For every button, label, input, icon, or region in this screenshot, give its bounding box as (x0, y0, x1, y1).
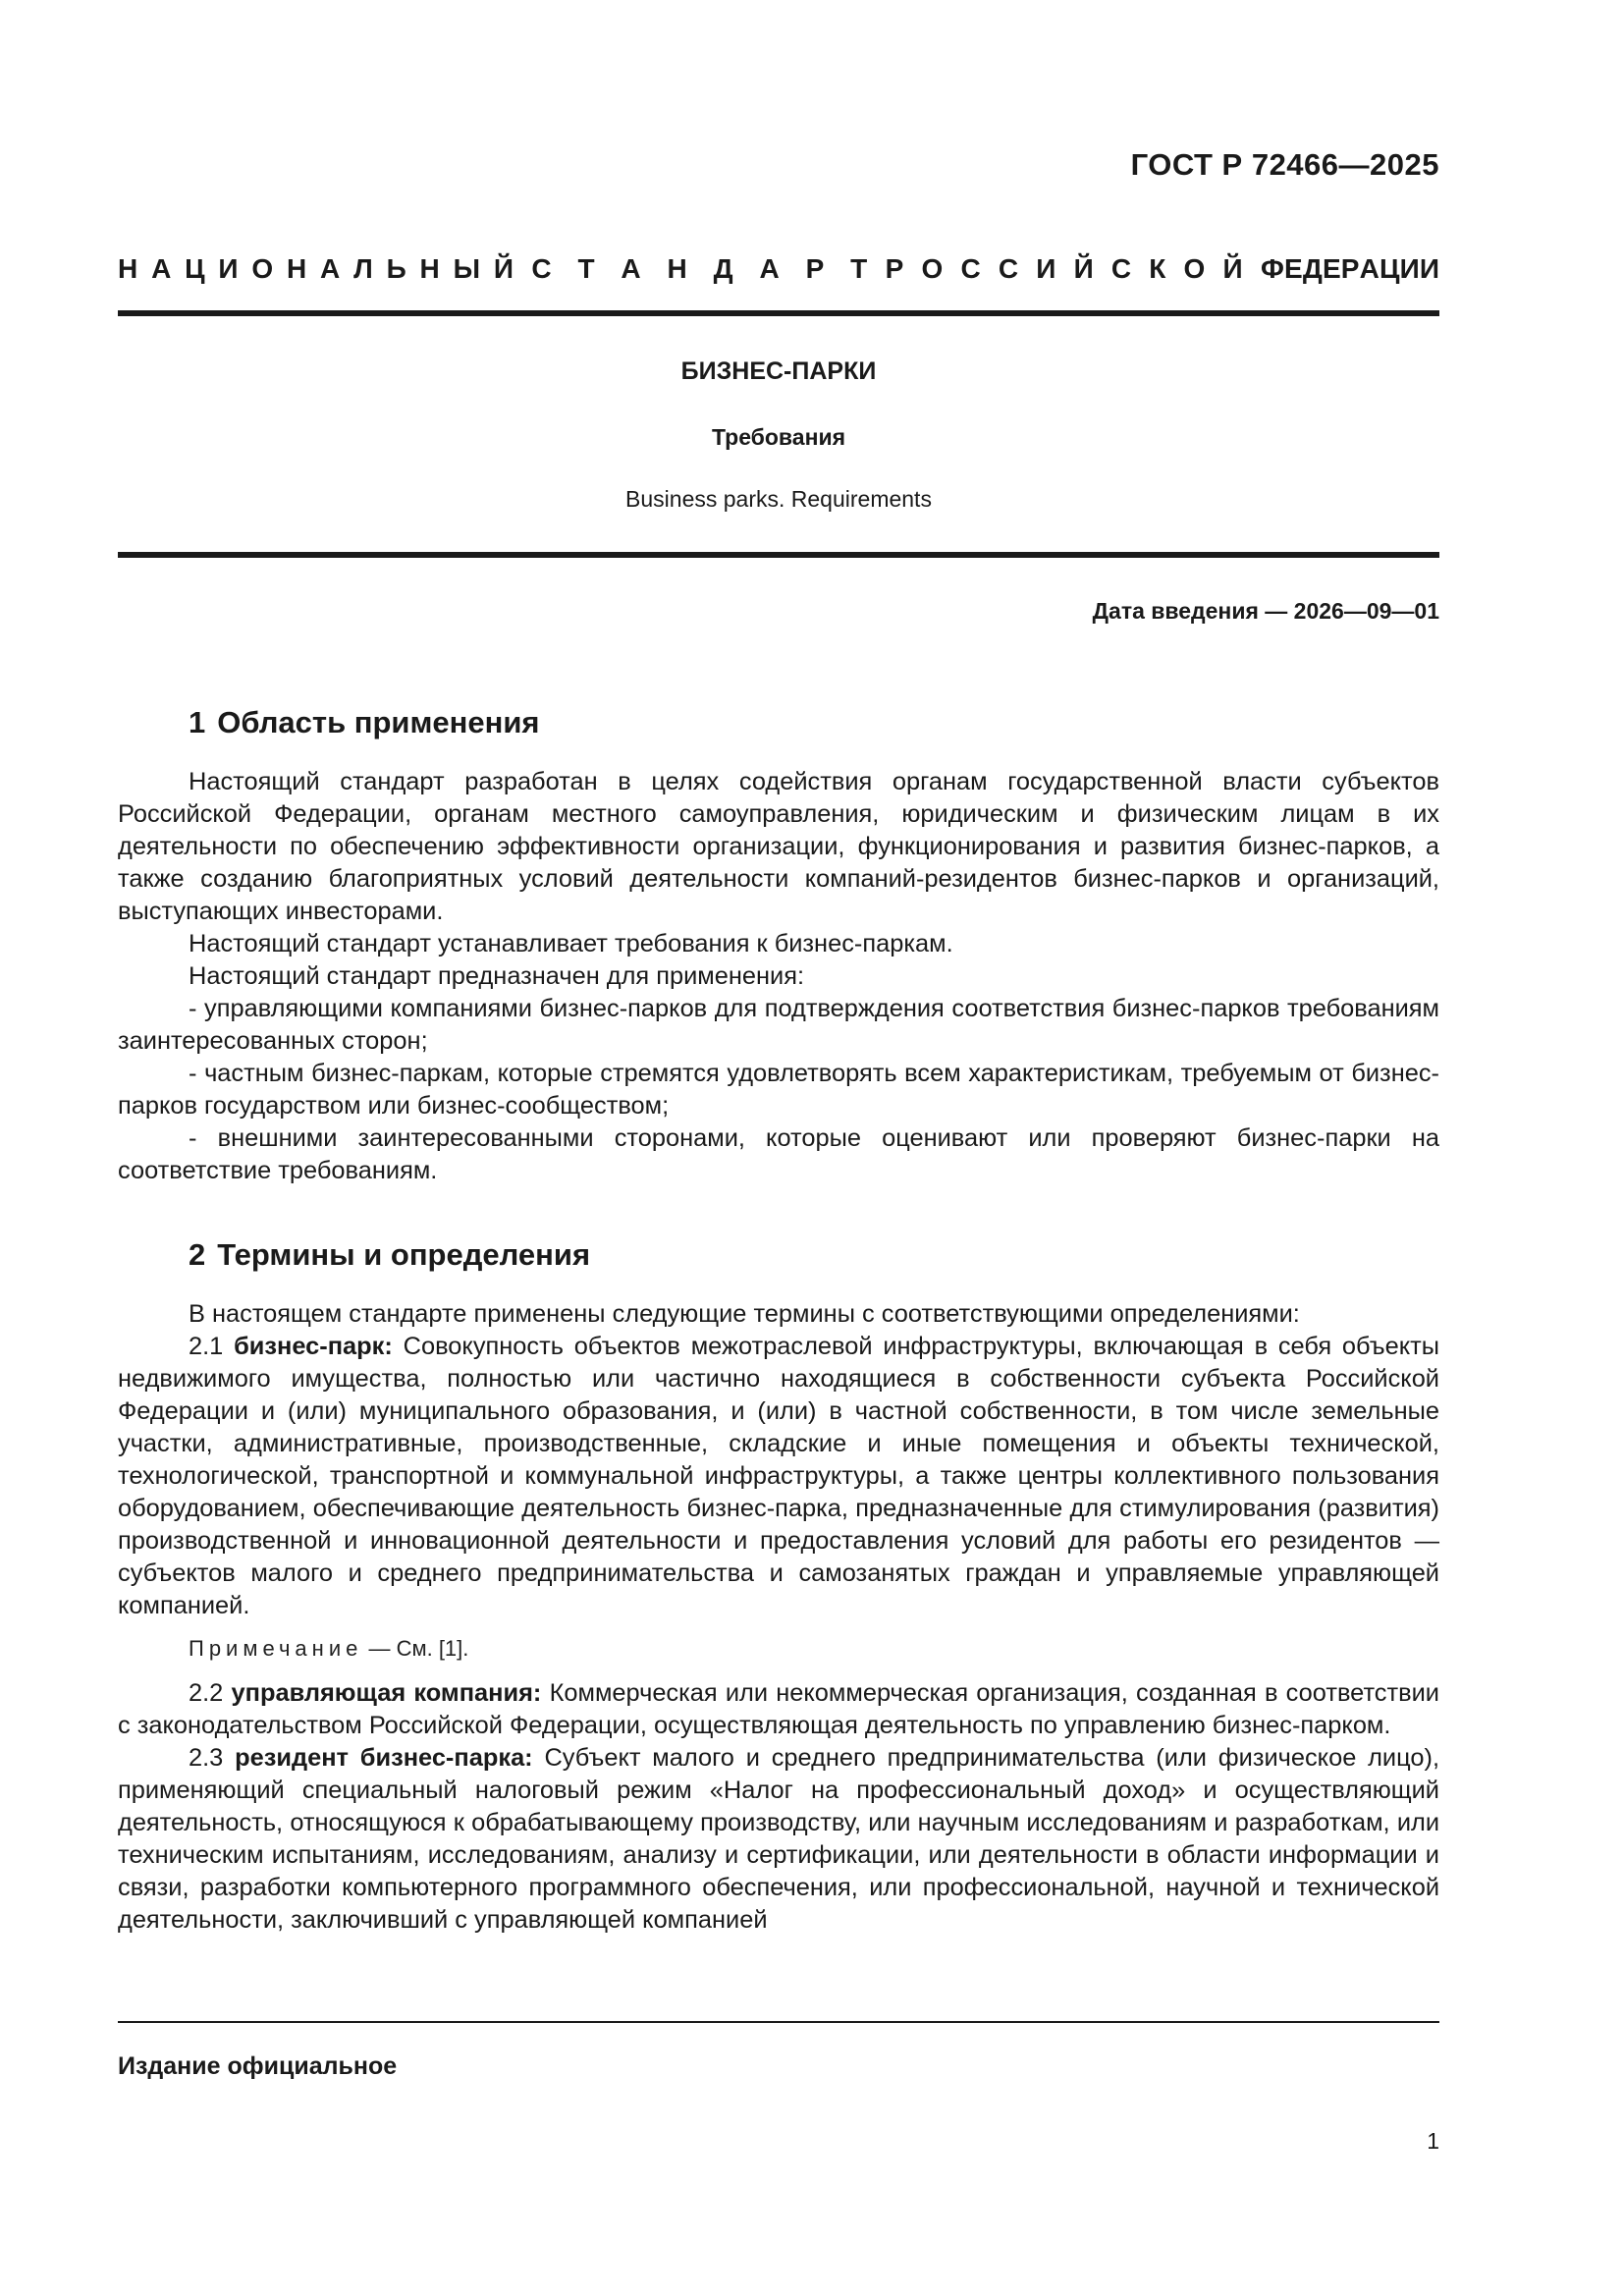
header-rule-top (118, 310, 1439, 316)
list-item: - управляющими компаниями бизнес-парков для подтверждения соответствия бизнес-парков требованиям заинтересованных сторон; (118, 995, 1439, 1055)
banner-letter: А (759, 253, 780, 284)
banner-letter: Е (1322, 253, 1341, 284)
term-number: 2.1 (189, 1333, 224, 1360)
footer-rule (118, 2021, 1439, 2023)
list-item: - внешними заинтересованными сторонами, которые оценивают или проверяют бизнес-парки на соответствие требованиям. (118, 1124, 1439, 1184)
banner-letter: А (151, 253, 172, 284)
banner-word-2 (531, 253, 867, 285)
banner-letter: И (1036, 253, 1056, 284)
banner-letter: И (1419, 253, 1439, 284)
banner-letter: А (621, 253, 641, 284)
banner-letter: Ь (386, 253, 406, 284)
section-1-title: Область применения (217, 705, 540, 739)
term-name: бизнес-парк: (234, 1333, 393, 1360)
section-1-body (118, 766, 1439, 1187)
paragraph: Настоящий стандарт устанавливает требования к бизнес-паркам. (189, 930, 953, 957)
document-page (118, 0, 1439, 2296)
banner-letter: О (921, 253, 944, 284)
banner-letter: Р (885, 253, 904, 284)
introduction-date: Дата введения — 2026—09—01 (1092, 598, 1439, 624)
banner-word-1 (118, 253, 514, 285)
banner-letter: С (960, 253, 981, 284)
banner-letter: С (998, 253, 1019, 284)
banner-word-3 (886, 253, 1243, 285)
banner-letter: А (1359, 253, 1380, 284)
banner-letter: Ц (185, 253, 205, 284)
section-2-title: Термины и определения (217, 1237, 591, 1272)
term-name: резидент бизнес-парка: (235, 1744, 533, 1772)
banner-letter: О (1183, 253, 1206, 284)
term-definition: Субъект малого и среднего предпринимательства (или физическое лицо), применяющий специальный налоговый режим «Налог на профессиональный доход» и осуществляющий деятельность, относящуюся к обрабатывающему производству, или научным исследованиям и разработкам, или техническим испытаниям, исследованиям, анализу и сертификации, или деятельности в области информации и связи, разработки компьютерного программного обеспечения, или профессиональной, научной и технической деятельности, заключивший с управляющей компанией (118, 1744, 1440, 1934)
banner-letter: С (531, 253, 552, 284)
standard-title: БИЗНЕС-ПАРКИ (680, 357, 877, 385)
banner-letter: Т (850, 253, 868, 284)
banner-letter: Ф (1260, 253, 1284, 284)
standard-title-english: Business parks. Requirements (625, 486, 932, 512)
term-definition: Коммерческая или некоммерческая организация, созданная в соответствии с законодательством Российской Федерации, осуществляющая деятельность по управлению бизнес-парком. (118, 1679, 1439, 1739)
banner-letter: Д (1302, 253, 1323, 284)
banner-letter: Ы (453, 253, 481, 284)
standard-subtitle: Требования (711, 424, 846, 450)
banner-letter: Р (1340, 253, 1360, 284)
document-id: ГОСТ Р 72466—2025 (1130, 147, 1439, 182)
list-item: - частным бизнес-паркам, которые стремятся удовлетворять всем характеристикам, требуемым от бизнес-парков государством или бизнес-сообществом; (118, 1060, 1439, 1120)
banner-letter: Д (713, 253, 733, 284)
section-2-number: 2 (189, 1237, 206, 1272)
banner-letter: О (251, 253, 274, 284)
banner-word-4 (1261, 253, 1439, 285)
term-definition: Совокупность объектов межотраслевой инфраструктуры, включающая в себя объекты недвижимого имущества, полностью или частично находящиеся в собственности субъекта Российской Федерации и (или) муниципального образования, и (или) в частной собственности, в том числе земельные участки, административные, производственные, складские и иные помещения и объекты технической, технологической, транспортной и коммунальной инфраструктуры, а также центры коллективного пользования оборудованием, обеспечивающие деятельность бизнес-парка, предназначенные для стимулирования (развития) производственной и инновационной деятельности и предоставления условий для работы его резидентов — субъектов малого и среднего предпринимательства и самозанятых граждан и управляемые управляющей компанией. (118, 1333, 1439, 1619)
banner-letter: Ц (1379, 253, 1400, 284)
banner-letter: Й (1073, 253, 1094, 284)
banner-letter: И (1399, 253, 1420, 284)
section-2-body (118, 1298, 1439, 1937)
term-name: управляющая компания: (231, 1679, 542, 1707)
banner-letter: Н (118, 253, 138, 284)
banner-letter: И (218, 253, 239, 284)
banner-letter: Й (1222, 253, 1243, 284)
national-standard-banner (118, 253, 1439, 285)
paragraph: Настоящий стандарт предназначен для применения: (189, 962, 805, 990)
section-1-number: 1 (189, 705, 206, 739)
official-edition-label: Издание официальное (118, 2052, 398, 2080)
banner-letter: Н (419, 253, 440, 284)
banner-letter: Л (353, 253, 373, 284)
note-label: Примечание (189, 1636, 363, 1661)
page-number: 1 (1427, 2128, 1439, 2154)
banner-letter: А (320, 253, 341, 284)
term-number: 2.2 (189, 1679, 224, 1707)
term-entry-2-1 (118, 1331, 1439, 1622)
paragraph: В настоящем стандарте применены следующие термины с соответствующими определениями: (189, 1300, 1300, 1328)
banner-letter: Н (286, 253, 307, 284)
term-number: 2.3 (189, 1744, 224, 1772)
section-2-heading (189, 1237, 590, 1273)
paragraph: Настоящий стандарт разработан в целях содействия органам государственной власти субъектов Российской Федерации, органам местного самоуправления, юридическим и физическим лицам в их деятельности по обеспечению эффективности организации, функционирования и развития бизнес-парков, а также созданию благоприятных условий деятельности компаний-резидентов бизнес-парков и организаций, выступающих инвесторами. (118, 768, 1439, 925)
banner-letter: Р (805, 253, 825, 284)
banner-letter: Н (667, 253, 687, 284)
banner-letter: К (1149, 253, 1166, 284)
term-entry-2-3 (118, 1742, 1439, 1937)
banner-letter: Т (577, 253, 595, 284)
note-text: — См. [1]. (368, 1636, 469, 1661)
banner-letter: С (1110, 253, 1132, 284)
note (118, 1634, 1439, 1664)
header-rule-bottom (118, 552, 1439, 558)
banner-letter: Е (1284, 253, 1303, 284)
term-entry-2-2 (118, 1677, 1439, 1742)
section-1-heading (189, 705, 540, 740)
banner-letter: Й (493, 253, 514, 284)
